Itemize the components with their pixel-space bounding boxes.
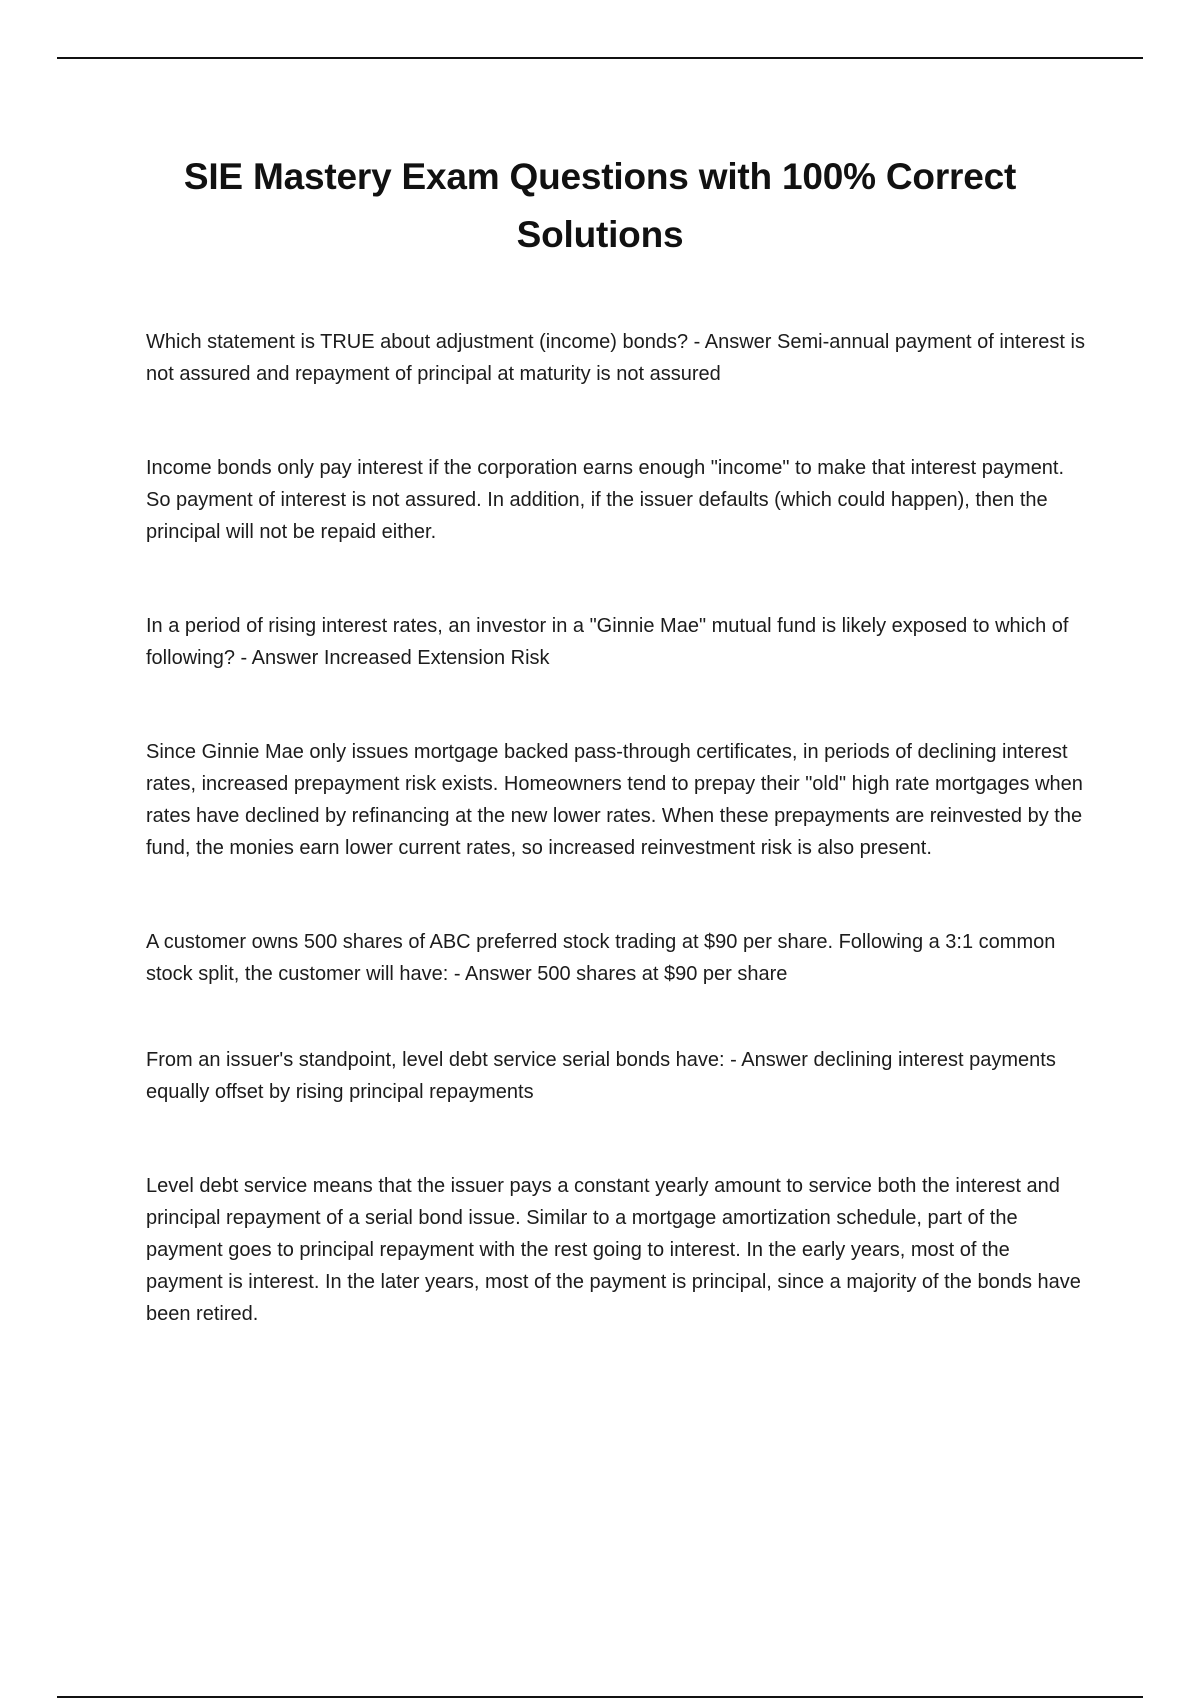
explanation-2: Since Ginnie Mae only issues mortgage backed pass-through certificates, in periods of declining interest rates, increased prepayment risk exists. Homeowners tend to prepay their "old" high rate mortgages when rates have declined by refinancing at the new lower rates. When these prepayments are reinvested by the fund, the monies earn lower current rates, so increased reinvestment risk is also present.	[146, 741, 1083, 859]
explanation-4: Level debt service means that the issuer pays a constant yearly amount to service both the interest and principal repayment of a serial bond issue. Similar to a mortgage amortization schedule, part of the payment goes to principal repayment with the rest going to interest. In the early years, most of the payment is interest. In the later years, most of the payment is principal, since a majority of the bonds have been retired.	[146, 1175, 1081, 1325]
document-title: SIE Mastery Exam Questions with 100% Correct Solutions	[183, 156, 1017, 255]
question-3: A customer owns 500 shares of ABC preferred stock trading at $90 per share. Following a 3:1 common stock split, the customer will have: - Answer 500 shares at $90 per share	[146, 931, 1056, 985]
question-2: In a period of rising interest rates, an investor in a "Ginnie Mae" mutual fund is likely exposed to which of following? - Answer Increased Extension Risk	[146, 615, 1069, 669]
header-rule	[57, 57, 1143, 59]
explanation-1: Income bonds only pay interest if the corporation earns enough "income" to make that interest payment. So payment of interest is not assured. In addition, if the issuer defaults (which could happen), then the principal will not be repaid either.	[146, 457, 1065, 543]
footer-rule	[57, 1696, 1143, 1698]
question-4: From an issuer's standpoint, level debt service serial bonds have: - Answer declining interest payments equally offset by rising principal repayments	[146, 1049, 1056, 1103]
question-1: Which statement is TRUE about adjustment (income) bonds? - Answer Semi-annual payment of interest is not assured and repayment of principal at maturity is not assured	[146, 331, 1085, 385]
document-body	[146, 326, 1088, 1330]
